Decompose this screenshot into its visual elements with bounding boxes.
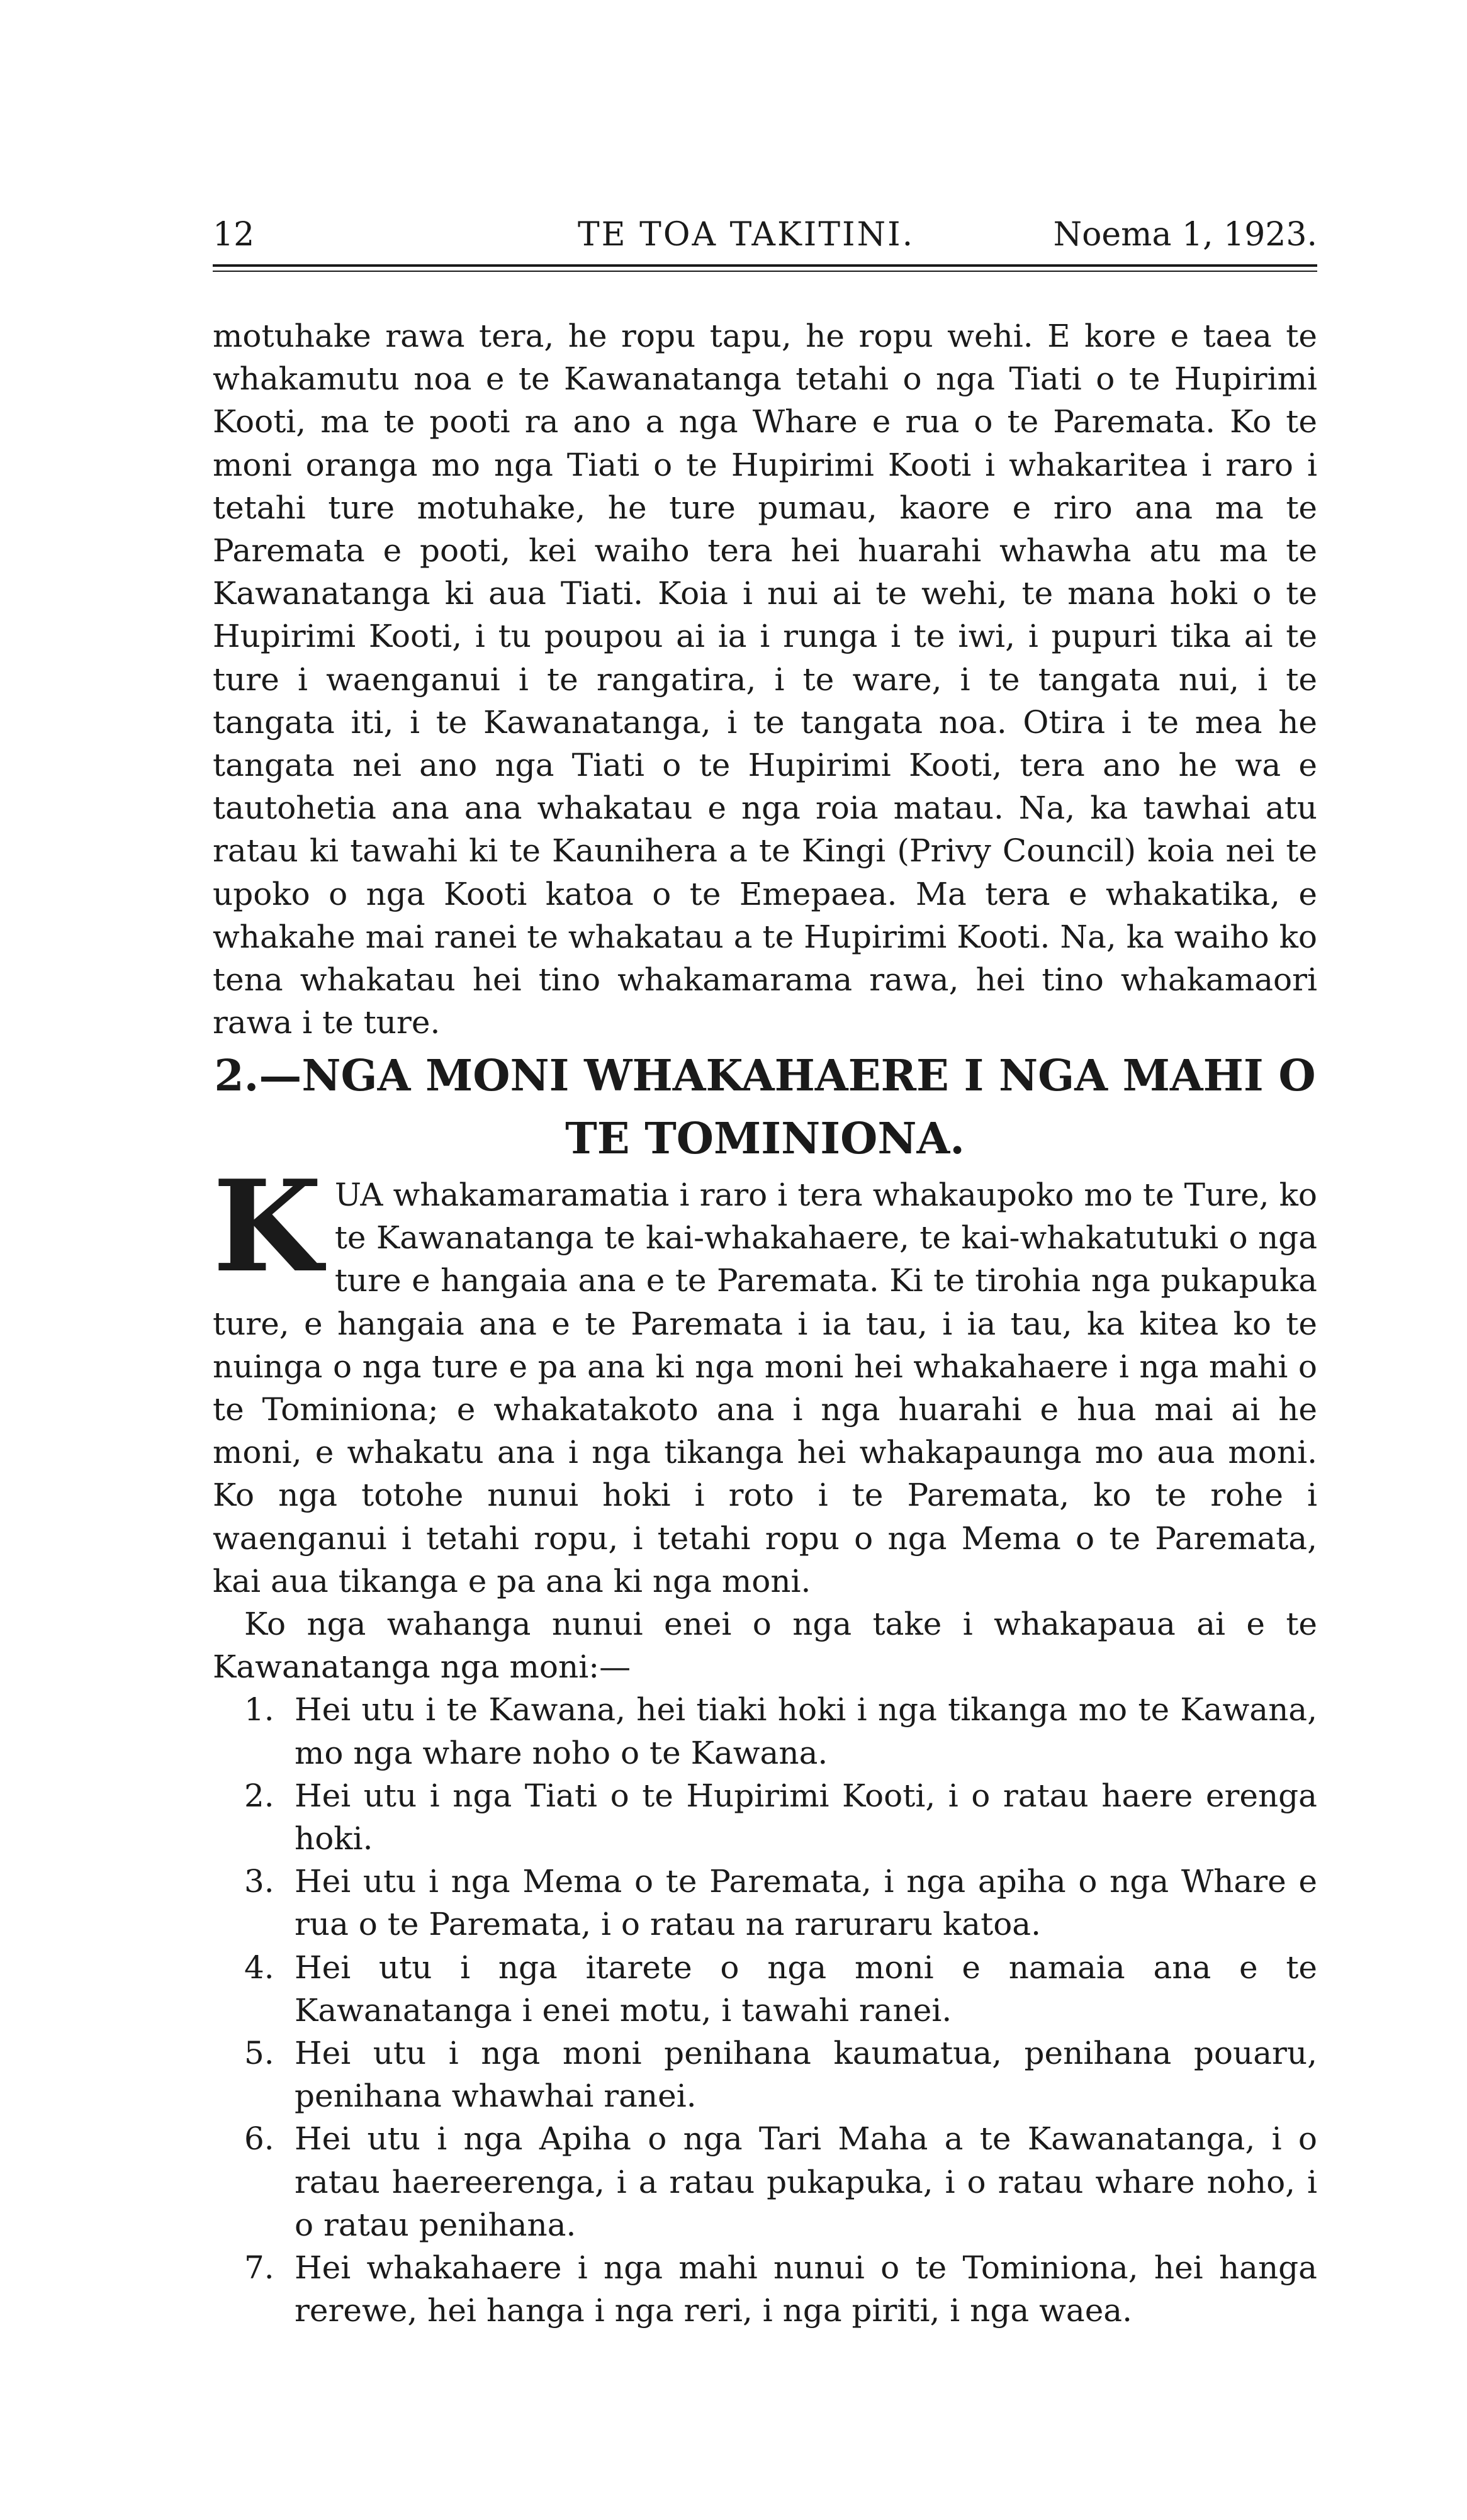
list-item (213, 1688, 1317, 1774)
list-item-number: 5. (244, 2035, 274, 2072)
list-item-number: 4. (244, 1949, 274, 1986)
running-header (213, 213, 1317, 257)
list-item (213, 1860, 1317, 1946)
list-item-text: Hei utu i nga Tiati o te Hupirimi Kooti, i o ratau haere erenga hoki. (295, 1777, 1317, 1857)
expenditure-list (213, 1688, 1317, 2332)
list-item (213, 2117, 1317, 2246)
journal-title: TE TOA TAKITINI. (578, 216, 915, 254)
list-item-text: Hei utu i nga Apiha o nga Tari Maha a te Kawanatanga, i o ratau haereerenga, i a ratau pukapuka, i o ratau whare noho, i o ratau penihana. (295, 2120, 1317, 2243)
list-item-number: 1. (244, 1691, 274, 1728)
list-item-number: 7. (244, 2249, 274, 2287)
section-body (213, 1153, 1317, 2332)
issue-date: Noema 1, 1923. (1053, 216, 1317, 254)
section-heading: 2.—NGA MONI WHAKAHAERE I NGA MAHI O TE TOMINIONA. (214, 1051, 1316, 1164)
list-item (213, 1946, 1317, 2032)
list-item-text: Hei utu i nga Mema o te Paremata, i nga apiha o nga Whare e rua o te Paremata, i o ratau na raruraru katoa. (295, 1863, 1317, 1943)
paragraph-2 (213, 1153, 1317, 1603)
list-item (213, 2246, 1317, 2332)
paragraph-3: Ko nga wahanga nunui enei o nga take i whakapaua ai e te Kawanatanga nga moni:— (213, 1606, 1317, 1686)
list-item (213, 2032, 1317, 2117)
list-item-text: Hei whakahaere i nga mahi nunui o te Tominiona, hei hanga rerewe, hei hanga i nga reri, i nga piriti, i nga waea. (295, 2249, 1317, 2329)
list-item-text: Hei utu i te Kawana, hei tiaki hoki i nga tikanga mo te Kawana, mo nga whare noho o te Kawana. (295, 1691, 1317, 1771)
list-item-number: 3. (244, 1863, 274, 1900)
page-number: 12 (213, 216, 255, 254)
list-item-number: 2. (244, 1777, 274, 1814)
header-rule (213, 264, 1317, 272)
paragraph-1: motuhake rawa tera, he ropu tapu, he ropu wehi. E kore e taea te whakamutu noa e te Kawanatanga tetahi o nga Tiati o te Hupirimi Kooti, ma te pooti ra ano a nga Whare e rua o te Paremata. Ko te moni oranga mo nga Tiati o te Hupirimi Kooti i whakaritea i raro i tetahi ture motuhake, he ture pumau, kaore e riro ana ma te Paremata e pooti, kei waiho tera hei huarahi whawha atu ma te Kawanatanga ki aua Tiati. Koia i nui ai te wehi, te mana hoki o te Hupirimi Kooti, i tu poupou ai ia i runga i te iwi, i pupuri tika ai te ture i waenganui i te rangatira, i te ware, i te tangata nui, i te tangata iti, i te Kawanatanga, i te tangata noa. Otira i te mea he tangata nei ano nga Tiati o te Hupirimi Kooti, tera ano he wa e tautohetia ana ana whakatau e nga roia matau. Na, ka tawhai atu ratau ki tawahi ki te Kaunihera a te Kingi (Privy Council) koia nei te upoko o nga Kooti katoa o te Emepaea. Ma tera e whakatika, e whakahe mai ranei te whakatau a te Hupirimi Kooti. Na, ka waiho ko tena whakatau hei tino whakamarama rawa, hei tino whakamaori rawa i te ture. (213, 318, 1317, 1041)
paragraph-2-text: UA whakamaramatia i raro i tera whakaupoko mo te Ture, ko te Kawanatanga te kai-whakahaere, te kai-whakatutuki o nga ture e hangaia ana e te Paremata. Ki te tirohia nga pukapuka ture, e hangaia ana e te Paremata i ia tau, i ia tau, ka kitea ko te nuinga o nga ture e pa ana ki nga moni hei whakahaere i nga mahi o te Tominiona; e whakatakoto ana i nga huarahi e hua mai ai he moni, e whakatu ana i nga tikanga hei whakapaunga mo aua moni. Ko nga totohe nunui hoki i roto i te Paremata, ko te rohe i waenganui i tetahi ropu, i tetahi ropu o nga Mema o te Paremata, kai aua tikanga e pa ana ki nga moni. (213, 1177, 1317, 1599)
list-item-text: Hei utu i nga itarete o nga moni e namaia ana e te Kawanatanga i enei motu, i tawahi ranei. (295, 1949, 1317, 2029)
drop-cap: K (213, 1153, 322, 1301)
list-item (213, 1774, 1317, 1860)
list-item-number: 6. (244, 2120, 274, 2158)
list-item-text: Hei utu i nga moni penihana kaumatua, penihana pouaru, penihana whawhai ranei. (295, 2035, 1317, 2115)
